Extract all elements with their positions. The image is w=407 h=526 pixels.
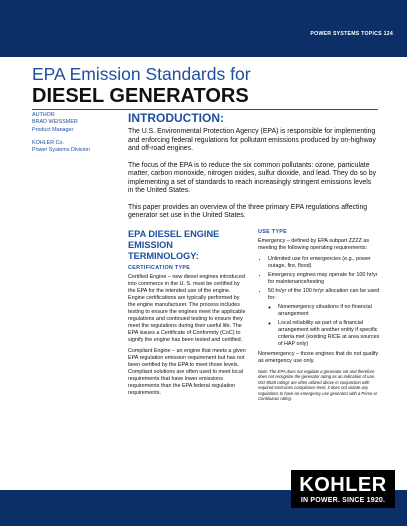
kohler-logo bbox=[291, 470, 395, 508]
list-item: • Emergency engines may operate for 100 hr/yr for maintenance/testing bbox=[268, 272, 382, 286]
author-block bbox=[32, 112, 118, 154]
introduction-body bbox=[128, 128, 378, 229]
emergency-bullet-list bbox=[258, 256, 382, 348]
logo-tagline: IN POWER. SINCE 1920. bbox=[300, 497, 386, 504]
note-text: Note: The EPA does not regulate a generator set and therefore does not recognize the generator rating as an indication of use. ISO-8528 ratings are often utilized above in conjunction with required emissions compliance level, it does not violate any regulations to have an emergency use generator with a Prime or Continuous rating. bbox=[258, 369, 378, 402]
title-line-2: DIESEL GENERATORS bbox=[32, 85, 249, 107]
title-line-1: EPA Emission Standards for bbox=[32, 64, 251, 84]
author-division: Power Systems Division bbox=[32, 147, 90, 154]
terminology-heading: EPA DIESEL ENGINE EMISSION TERMINOLOGY: bbox=[128, 229, 220, 261]
nonemergency-definition: Nonemergency – those engines that do not qualify as emergency use only. bbox=[258, 351, 379, 364]
use-type-column bbox=[258, 229, 382, 401]
sub-bullet-list bbox=[268, 304, 382, 348]
header-band bbox=[0, 0, 407, 57]
intro-paragraph: The focus of the EPA is to reduce the six common pollutants: ozone, particulate matter, carbon monoxide, nitrogen oxides, sulfur dioxide, and lead. They do so by implementing a set of standards to reach increasingly stringent emissions levels in the United States. bbox=[128, 161, 377, 194]
author-label: AUTHOR bbox=[32, 112, 55, 118]
certified-engine-paragraph: Certified Engine – new diesel engines introduced into commerce in the U. S. must be certified by the EPA for the intended use of the engine. Engine certifications are typically performed by the engine manufacturer. The process includes testing to ensure the engines meet the applicable regulations and continued testing to ensure they meet the regulations during their useful life. The EPA issues a Certificate of Conformity (CoC) to signify the engine has been tested and certified. bbox=[128, 274, 246, 343]
author-company: KOHLER Co. bbox=[32, 139, 65, 146]
list-item: • 50 hr/yr of the 100 hr/yr allocation can be used for: bbox=[268, 288, 382, 302]
series-label: POWER SYSTEMS TOPICS 124 bbox=[310, 31, 393, 37]
use-type-heading: USE TYPE bbox=[258, 229, 288, 235]
intro-paragraph: The U.S. Environmental Protection Agency (EPA) is responsible for implementing and enforcing federal regulations for pollutant emissions produced by on-highway and off-road engines. bbox=[128, 128, 376, 152]
logo-wordmark: KOHLER bbox=[299, 474, 387, 496]
list-item: • Unlimited use for emergencies (e.g., power outage, fire, flood) bbox=[268, 256, 382, 270]
intro-paragraph: This paper provides an overview of the three primary EPA regulations affecting generator set use in the United States. bbox=[128, 203, 368, 219]
author-name: BRAD WEISSMER bbox=[32, 119, 78, 126]
list-item: ◦ Local reliability as part of a financial arrangement with another entity if specific criteria met (existing RICE at area sources of HAP only) bbox=[278, 320, 382, 348]
introduction-heading: INTRODUCTION: bbox=[128, 111, 224, 125]
terminology-column bbox=[128, 229, 246, 401]
list-item: ◦ Nonemergency situations if no financial arrangement bbox=[278, 304, 382, 318]
title-divider bbox=[32, 109, 378, 110]
certification-type-heading: CERTIFICATION TYPE bbox=[128, 265, 191, 271]
emergency-definition: Emergency – defined by EPA subpart ZZZZ as meeting the following operating requirements: bbox=[258, 238, 370, 251]
author-role: Product Manager bbox=[32, 126, 74, 133]
compliant-engine-paragraph: Compliant Engine – an engine that meets a given EPA regulation emission requirement but has not been certified by the EPA to meet those levels. Compliant solutions are often used to meet local requirements that have lower emissions requirements than the EPA federal regulation requirements. bbox=[128, 348, 246, 396]
